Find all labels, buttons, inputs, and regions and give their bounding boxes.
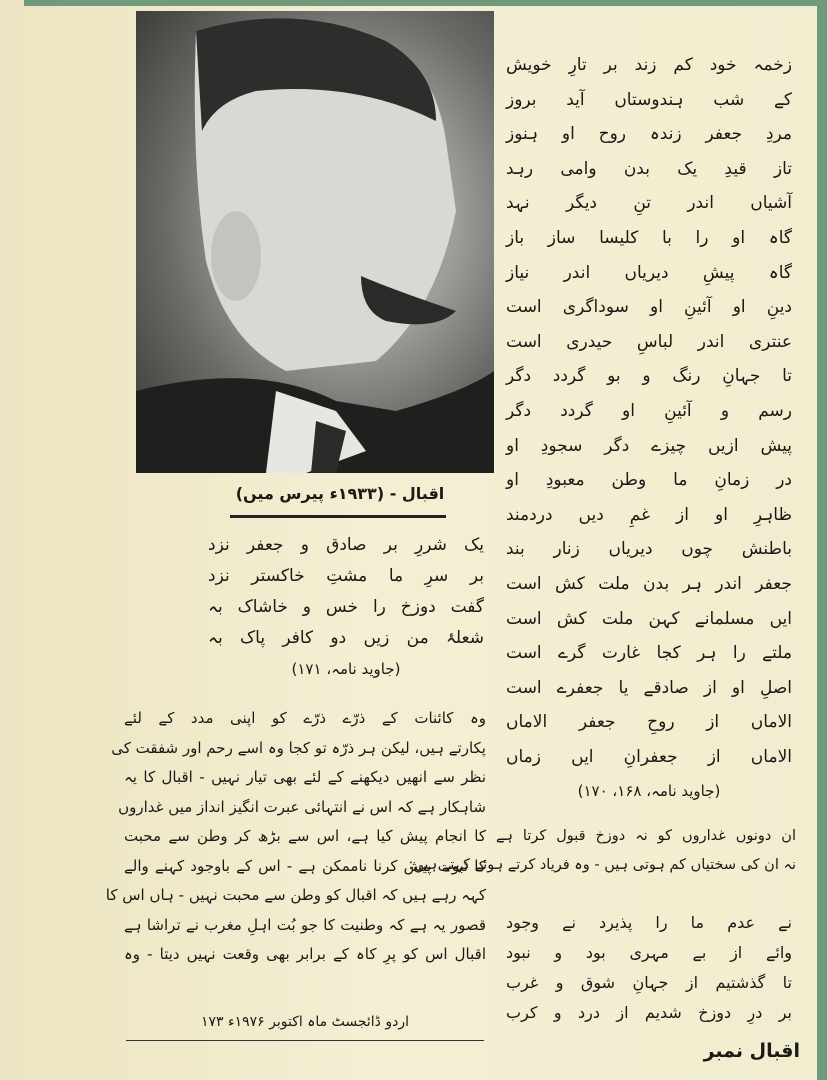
verse-reference: (جاوید نامہ، ۱۷۱) xyxy=(291,660,401,678)
prose-line: کہہ رہے ہیں کہ اقبال کو وطن سے محبت نہیں - ہاں اس کا xyxy=(105,886,486,904)
verse-line: الاماں از روحِ جعفر الاماں xyxy=(506,712,792,733)
verse-line: بر سرِ ما مشتِ خاکستر نزد xyxy=(208,566,484,586)
verse-line: گفت دوزخ را خس و خاشاک بہ xyxy=(208,597,484,617)
verse-line: اصلِ او از صادقے یا جعفرے است xyxy=(506,677,792,698)
verse-line: جعفر اندر ہر بدن ملت کش است xyxy=(506,573,792,594)
verse-line: تاز قیدِ یک بدن وامی رہد xyxy=(506,158,792,179)
verse-line: عنتری اندر لباسِ حیدری است xyxy=(506,331,792,352)
page-footer-label: اقبال نمبر xyxy=(703,1040,800,1062)
page-edge-left xyxy=(0,0,24,1080)
verse-line: گاہ پیشِ دیریاں اندر نیاز xyxy=(506,262,792,283)
page-edge-right xyxy=(817,0,827,1080)
prose-line: شاہکار ہے کہ اس نے انتہائی عبرت انگیز انداز میں غداروں xyxy=(118,797,486,816)
prose-line: ان دونوں غداروں کو نہ دوزخ قبول کرتا ہے xyxy=(496,828,796,844)
caption-underline xyxy=(230,515,446,518)
prose-line: کا ثبوت پیش کرنا ناممکن ہے - اس کے باوجود کہنے والے xyxy=(124,856,486,875)
verse-line: نے عدم ما را پذیرد نے وجود xyxy=(506,913,792,932)
prose-line: پکارتے ہیں، لیکن ہر ذرّہ تو کجا وہ اسے رحم اور شفقت کی xyxy=(111,738,486,757)
prose-line: وہ کائنات کے ذرّے ذرّے کو اپنی مدد کے لئے xyxy=(124,709,486,727)
verse-line: رسم و آئینِ او گردد دگر xyxy=(506,400,792,421)
prose-line: اقبال اس کو پرِ کاہ کے برابر بھی وقعت نہیں دیتا - وہ xyxy=(124,945,486,963)
verse-line: بر درِ دوزخ شدیم از درد و کرب xyxy=(506,1003,792,1022)
photo-caption: اقبال - (۱۹۳۳ء پیرس میں) xyxy=(235,484,445,503)
verse-line: مردِ جعفر زندہ روح او ہنوز xyxy=(506,124,792,145)
verse-line: زخمہ خود کم زند بر تارِ خویش xyxy=(506,55,792,75)
right-verse-column xyxy=(506,48,792,801)
verse-line: تا جہانِ رنگ و بو گردد دگر xyxy=(506,366,792,387)
verse-line: ملتے را ہر کجا غارت گرے است xyxy=(506,643,792,664)
verse-line: پیش ازیں چیزے دگر سجودِ او xyxy=(506,435,792,456)
right-prose-paragraph xyxy=(408,822,796,912)
prose-line: نہ ان کی سختیاں کم ہوتی ہیں - وہ فریاد کرتے ہوئے کہتے ہیں: xyxy=(408,857,796,873)
verse-line: کے شب ہندوستاں آید بروز xyxy=(506,89,792,110)
verse-line: ایں مسلمانے کہن ملت کش است xyxy=(506,608,792,629)
verse-line: باطنش چوں دیریاں زنار بند xyxy=(506,539,792,560)
page-edge-top xyxy=(24,0,817,6)
portrait-photo xyxy=(136,11,494,473)
verse-line: دینِ او آئینِ او سوداگری است xyxy=(506,297,792,318)
verse-line: آشیاں اندر تنِ دیگر نہد xyxy=(506,193,792,214)
prose-line: کا انجام پیش کیا ہے، اس سے بڑھ کر وطن سے محبت xyxy=(124,827,486,845)
verse-line: شعلۂ من زیں دو کافر پاک بہ xyxy=(208,628,484,648)
source-reference: اردو ڈائجسٹ ماہ اکتوبر ۱۹۷۶ء ۱۷۳ xyxy=(126,1014,484,1041)
bottom-right-verses xyxy=(506,908,792,1030)
verse-line: تا گذشتیم از جہانِ شوق و غرب xyxy=(506,973,792,992)
verse-line: وائے از بے مہری بود و نبود xyxy=(506,943,792,962)
verse-line: یک شررِ بر صادق و جعفر نزد xyxy=(208,535,484,555)
prose-line: قصور یہ ہے کہ وطنیت کا جو بُت اہلِ مغرب نے تراشا ہے xyxy=(124,915,486,934)
prose-line: نظر سے انھیں دیکھنے کے لئے بھی تیار نہیں - اقبال کا یہ xyxy=(124,768,486,786)
left-verse-block xyxy=(208,530,484,702)
verse-reference: (جاوید نامہ، ۱۶۸، ۱۷۰) xyxy=(577,782,721,801)
verse-line: ظاہرِ او از غمِ دیں دردمند xyxy=(506,504,792,525)
verse-line: گاہ او را با کلیسا ساز باز xyxy=(506,227,792,248)
verse-line: الاماں از جعفرانِ ایں زماں xyxy=(506,746,792,767)
verse-line: در زمانِ ما وطن معبودِ او xyxy=(506,470,792,491)
